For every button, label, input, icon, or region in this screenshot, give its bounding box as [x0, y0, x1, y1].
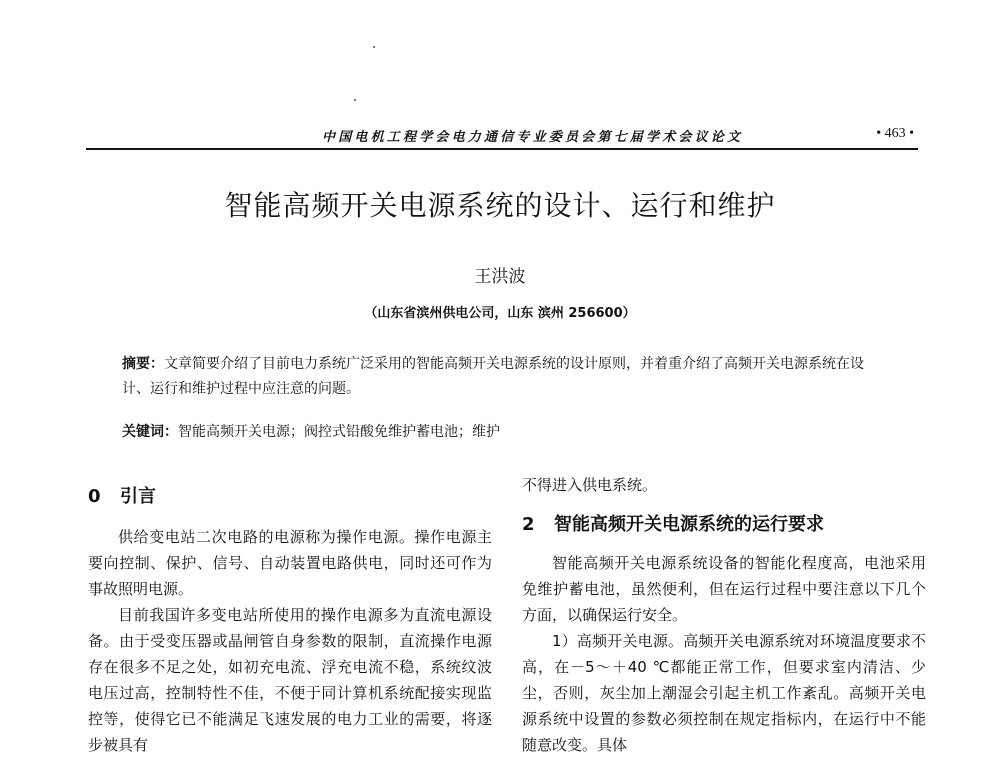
section-title: 引言	[120, 486, 156, 507]
running-header	[86, 122, 918, 148]
carryover-text	[522, 472, 926, 498]
section-title: 智能高频开关电源系统的运行要求	[554, 514, 824, 535]
abstract	[122, 352, 882, 402]
paper-title: 智能高频开关电源系统的设计、运行和维护	[224, 189, 776, 222]
abstract-label: 摘要：	[122, 356, 164, 372]
section-number: 0	[88, 486, 101, 507]
paragraph: 供给变电站二次电路的电源称为操作电源。操作电源主要向控制、保护、信号、自动装置电路供电，同时还可作为事故照明电源。	[88, 528, 492, 598]
scan-speck	[354, 99, 356, 101]
section-heading-operation	[522, 512, 824, 538]
author: 王洪波	[474, 267, 526, 287]
body-text	[88, 524, 492, 758]
keywords	[122, 420, 882, 445]
body-text	[522, 550, 926, 758]
header-rule	[86, 148, 918, 150]
page-number: • 463 •	[876, 126, 914, 141]
keywords-text: 智能高频开关电源；阀控式铅酸免维护蓄电池；维护	[178, 424, 500, 440]
section-heading-intro	[88, 484, 156, 510]
paragraph: 1）高频开关电源。高频开关电源系统对环境温度要求不高，在－5～＋40 ℃都能正常工作，但要求室内清洁、少尘，否则，灰尘加上潮湿会引起主机工作紊乱。高频开关电源系统中设置的参数必须控制在规定指标内，在运行中不能随意改变。具体	[522, 632, 926, 754]
paragraph: 智能高频开关电源系统设备的智能化程度高，电池采用免维护蓄电池，虽然便利，但在运行过程中要注意以下几个方面，以确保运行安全。	[522, 554, 926, 624]
journal-name: 中国电机工程学会电力通信专业委员会第七届学术会议论文	[322, 130, 744, 145]
section-number: 2	[522, 514, 535, 535]
paragraph: 目前我国许多变电站所使用的操作电源多为直流电源设备。由于受变压器或晶闸管自身参数的限制，直流操作电源存在很多不足之处，如初充电流、浮充电流不稳，系统纹波电压过高，控制特性不佳，不便于同计算机系统配接实现监控等，使得它已不能满足飞速发展的电力工业的需要，将逐步被具有	[88, 606, 492, 754]
scan-speck	[373, 46, 375, 48]
abstract-text: 文章简要介绍了目前电力系统广泛采用的智能高频开关电源系统的设计原则，并着重介绍了高频开关电源系统在设计、运行和维护过程中应注意的问题。	[122, 356, 864, 397]
paragraph: 不得进入供电系统。	[522, 476, 658, 494]
affiliation: （山东省滨州供电公司，山东 滨州 256600）	[364, 306, 636, 321]
keywords-label: 关键词：	[122, 424, 178, 440]
